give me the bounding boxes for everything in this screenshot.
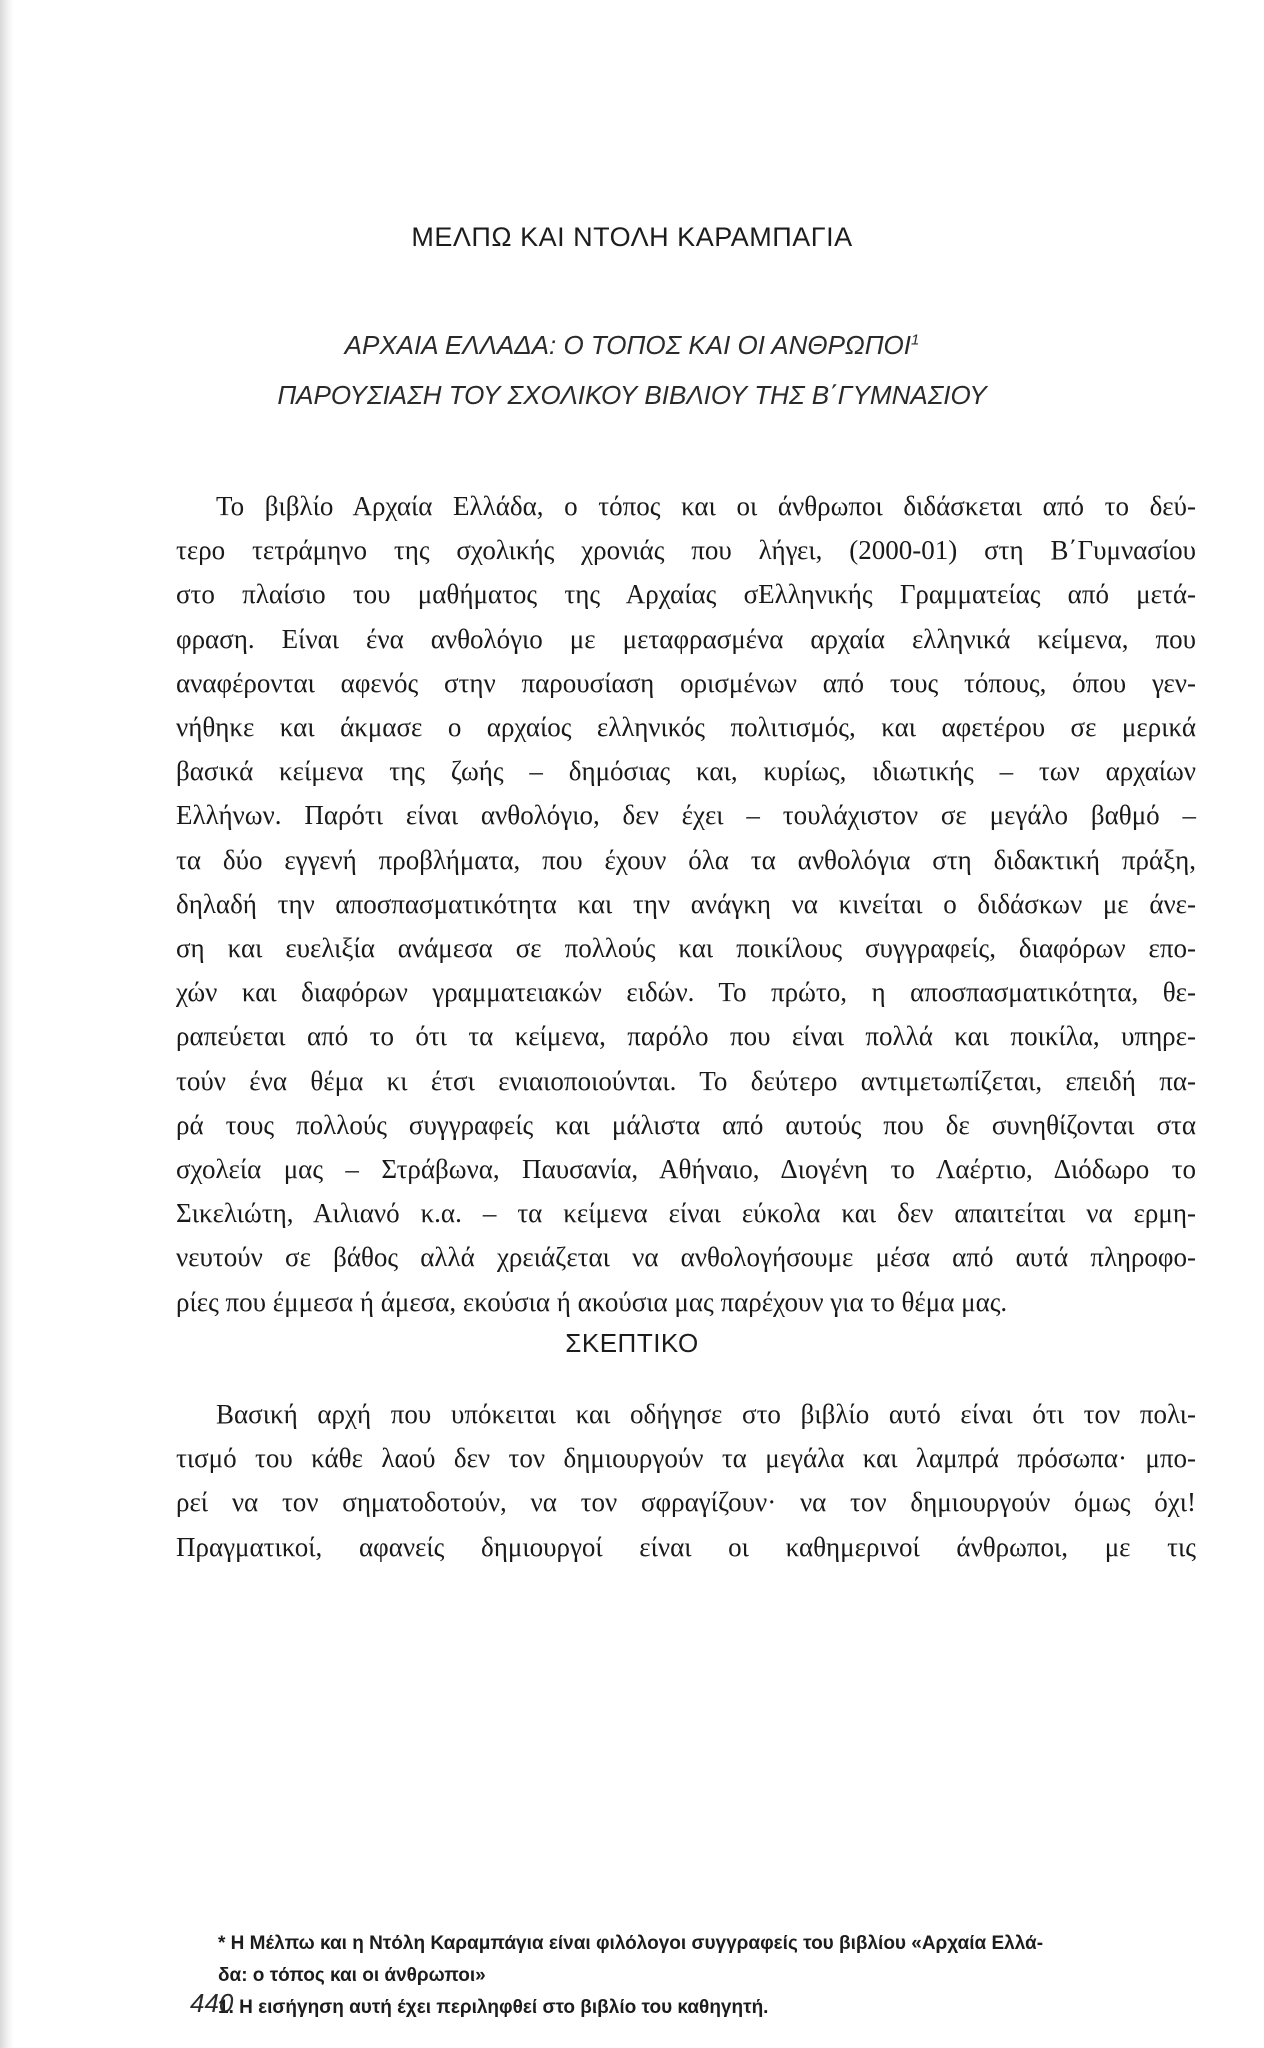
text-line: Το βιβλίο Αρχαία Ελλάδα, ο τόπος και οι άνθρωποι διδάσκεται από το δεύ- bbox=[216, 491, 1196, 521]
title-line-1: ΑΡΧΑΙΑ ΕΛΛΑΔΑ: Ο ΤΟΠΟΣ ΚΑΙ ΟΙ ΑΝΘΡΩΠΟΙ$^1$ bbox=[344, 330, 920, 360]
text-line: τερο τετράμηνο της σχολικής χρονιάς που λήγει, (2000-01) στη Β΄Γυμνασίου bbox=[176, 535, 1196, 566]
text-line: Σικελιώτη, Αιλιανό κ.α. – τα κείμενα είναι εύκολα και δεν απαιτείται να ερμη- bbox=[176, 1198, 1196, 1229]
article-title bbox=[0, 320, 1264, 420]
text-line: Ελλήνων. Παρότι είναι ανθολόγιο, δεν έχει – τουλάχιστον σε μεγάλο βαθμό – bbox=[176, 800, 1196, 831]
text-line: Πραγματικοί, αφανείς δημιουργοί είναι οι καθημερινοί άνθρωποι, με τις bbox=[176, 1531, 1196, 1562]
text-line: τούν ένα θέμα κι έτσι ενιαιοποιούνται. Το δεύτερο αντιμετωπίζεται, επειδή πα- bbox=[176, 1065, 1196, 1096]
footnotes bbox=[218, 1928, 1198, 2024]
text-line: ση και ευελιξία ανάμεσα σε πολλούς και ποικίλους συγγραφείς, διαφόρων επο- bbox=[176, 933, 1196, 964]
text-line: ρίες που έμμεσα ή άμεσα, εκούσια ή ακούσια μας παρέχουν για το θέμα μας. bbox=[176, 1286, 1008, 1317]
page-number: 440 bbox=[190, 1988, 234, 2018]
text-line: ραπεύεται από το ότι τα κείμενα, παρόλο που είναι πολλά και ποικίλα, υπηρε- bbox=[176, 1021, 1196, 1052]
text-line: τα δύο εγγενή προβλήματα, που έχουν όλα τα ανθολόγια στη διδακτική πράξη, bbox=[176, 844, 1196, 875]
text-line: νήθηκε και άκμασε ο αρχαίος ελληνικός πολιτισμός, και αφετέρου σε μερικά bbox=[176, 712, 1196, 743]
footnote-1: 1. Η εισήγηση αυτή έχει περιληφθεί στο βιβλίο του καθηγητή. bbox=[218, 1997, 769, 2018]
text-line: βασικά κείμενα της ζωής – δημόσιας και, κυρίως, ιδιωτικής – των αρχαίων bbox=[176, 756, 1196, 787]
title-line-2: ΠΑΡΟΥΣΙΑΣΗ ΤΟΥ ΣΧΟΛΙΚΟΥ ΒΙΒΛΙΟΥ ΤΗΣ Β΄ΓΥΜΝΑΣΙΟΥ bbox=[277, 380, 987, 410]
text-line: αναφέρονται αφενός στην παρουσίαση ορισμένων από τους τόπους, όπου γεν- bbox=[176, 667, 1196, 698]
text-line: ρεί να τον σηματοδοτούν, να τον σφραγίζουν· να τον δημιουργούν όμως όχι! bbox=[176, 1487, 1196, 1518]
text-line: ρά τους πολλούς συγγραφείς και μάλιστα από αυτούς που δε συνηθίζονται στα bbox=[176, 1109, 1196, 1140]
text-line: Βασική αρχή που υπόκειται και οδήγησε στο βιβλίο αυτό είναι ότι τον πολι- bbox=[216, 1399, 1196, 1429]
footnote-marker: 1 bbox=[911, 331, 920, 349]
scan-edge-shadow bbox=[0, 0, 14, 2048]
text-line: δηλαδή την αποσπασματικότητα και την ανάγκη να κινείται ο διδάσκων με άνε- bbox=[176, 888, 1196, 919]
text-line: φραση. Είναι ένα ανθολόγιο με μεταφρασμένα αρχαία ελληνικά κείμενα, που bbox=[176, 623, 1196, 654]
rationale-paragraph bbox=[176, 1392, 1196, 1569]
footnote-star-line-2: δα: ο τόπος και οι άνθρωποι» bbox=[218, 1965, 486, 1986]
section-heading: ΣΚΕΠΤΙΚΟ bbox=[565, 1328, 699, 1358]
authors-heading: ΜΕΛΠΩ ΚΑΙ ΝΤΟΛΗ ΚΑΡΑΜΠΑΓΙΑ bbox=[411, 222, 853, 252]
text-line: τισμό του κάθε λαού δεν τον δημιουργούν τα μεγάλα και λαμπρά πρόσωπα· μπο- bbox=[176, 1443, 1196, 1474]
text-line: στο πλαίσιο του μαθήματος της Αρχαίας σΕλληνικής Γραμματείας από μετά- bbox=[176, 579, 1196, 610]
footnote-star-line-1: * Η Μέλπω και η Ντόλη Καραμπάγια είναι φιλόλογοι συγγραφείς του βιβλίου «Αρχαία Ελλά- bbox=[218, 1933, 1044, 1954]
intro-paragraph bbox=[176, 484, 1196, 1324]
text-line: νευτούν σε βάθος αλλά χρειάζεται να ανθολογήσουμε μέσα από αυτά πληροφο- bbox=[176, 1242, 1196, 1273]
text-line: χών και διαφόρων γραμματειακών ειδών. Το πρώτο, η αποσπασματικότητα, θε- bbox=[176, 977, 1196, 1008]
text-line: σχολεία μας – Στράβωνα, Παυσανία, Αθήναιο, Διογένη το Λαέρτιο, Διόδωρο το bbox=[176, 1154, 1196, 1185]
